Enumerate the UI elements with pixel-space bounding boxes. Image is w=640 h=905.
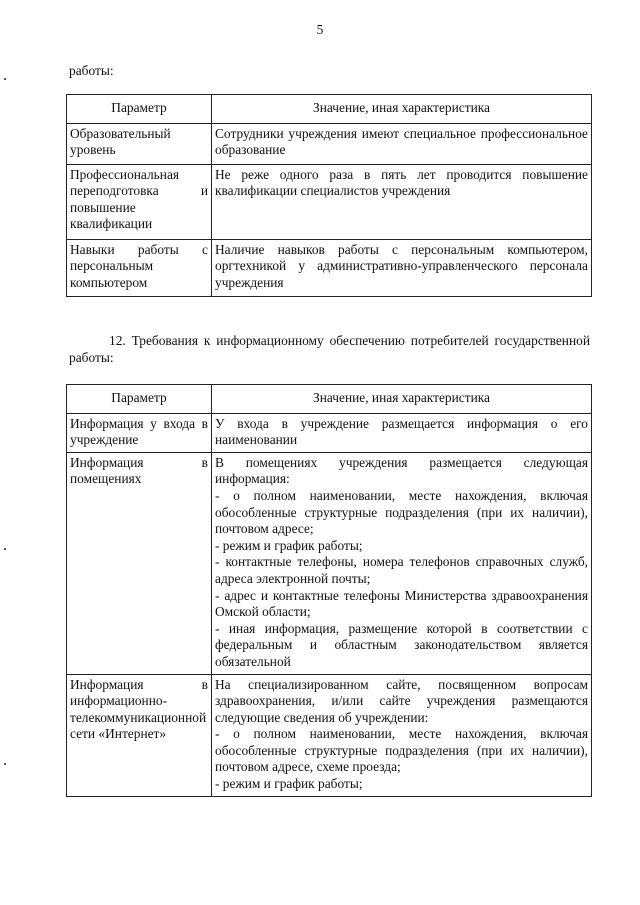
page-number: 5 xyxy=(316,22,324,37)
qualification-table xyxy=(66,94,592,297)
header-value: Значение, иная характеристика xyxy=(212,95,592,124)
table-row xyxy=(67,239,592,296)
table-row xyxy=(67,164,592,239)
table-row xyxy=(67,674,592,796)
scan-edge-mark xyxy=(4,548,6,550)
value-line: У входа в учреждение размещается информация о его наименовании xyxy=(215,415,588,448)
value-cell xyxy=(212,452,592,674)
value-line: - контактные телефоны, номера телефонов справочных служб, адреса электронной почты; xyxy=(215,554,588,586)
value-line: - режим и график работы; xyxy=(215,776,363,792)
lead-text: работы: xyxy=(69,63,114,78)
table-header-row xyxy=(67,95,592,124)
value-line: - иная информация, размещение которой в соответствии с федеральным и областным законодательством является обязательной xyxy=(215,620,588,669)
value-cell: Сотрудники учреждения имеют специальное профессиональное образование xyxy=(212,123,592,164)
value-cell xyxy=(212,413,592,452)
header-param: Параметр xyxy=(67,95,212,124)
header-param: Параметр xyxy=(67,385,212,414)
param-cell: Образовательный уровень xyxy=(67,123,212,164)
param-cell: Информация в помещениях xyxy=(67,452,212,674)
param-cell: Навыки работы с персональным компьютером xyxy=(67,239,212,296)
scan-edge-mark xyxy=(4,78,6,80)
param-cell: Информация в информационно-телекоммуникационной сети «Интернет» xyxy=(67,674,212,796)
value-cell: Не реже одного раза в пять лет проводится повышение квалификации специалистов учреждения xyxy=(212,164,592,239)
value-line: В помещениях учреждения размещается следующая информация: xyxy=(215,454,588,487)
value-line: - о полном наименовании, месте нахождения, включая обособленные структурные подразделения (при их наличии), почтовом адресе; xyxy=(215,487,588,537)
table-row xyxy=(67,123,592,164)
table-row xyxy=(67,413,592,452)
value-cell xyxy=(212,674,592,796)
value-line: На специализированном сайте, посвященном вопросам здравоохранения, и/или сайте учреждения размещаются следующие сведения об учреждении: xyxy=(215,676,588,725)
information-table xyxy=(66,384,592,797)
param-cell: Профессиональная переподготовка и повышение квалификации xyxy=(67,164,212,239)
scan-edge-mark xyxy=(4,763,6,765)
table-header-row xyxy=(67,385,592,414)
header-value: Значение, иная характеристика xyxy=(212,385,592,414)
value-line: - о полном наименовании, месте нахождения, включая обособленные структурные подразделения (при их наличии), почтовом адресе, схеме проезда; xyxy=(215,726,588,775)
value-cell: Наличие навыков работы с персональным компьютером, оргтехникой у административно-управленческого персонала учреждения xyxy=(212,239,592,296)
section-heading: 12. Требования к информационному обеспечению потребителей государственной работы: xyxy=(69,333,590,365)
param-cell: Информация у входа в учреждение xyxy=(67,413,212,452)
table-row xyxy=(67,452,592,674)
value-line: - режим и график работы; xyxy=(215,537,363,553)
value-line: - адрес и контактные телефоны Министерства здравоохранения Омской области; xyxy=(215,587,588,620)
